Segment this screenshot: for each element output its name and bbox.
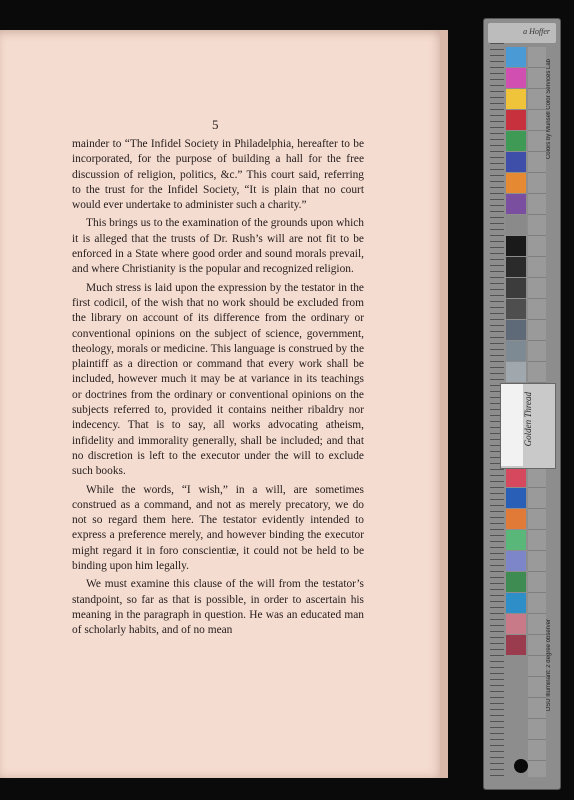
color-swatch [506, 215, 526, 235]
target-side-text: Colors by Munsell Color Services Lab [546, 59, 552, 160]
color-swatch [506, 467, 526, 487]
paragraph: Much stress is laid upon the expression by the testator in the first codicil, of the wish that no work should be excluded from the library on account of its difference from the ordinary or conventional opinions on the subject of science, government, theology, morals or medicine. This language is construed by the plaintiff as a direction or command that every work shall be included, however much it may be at variance in its teachings or doctrines from the ordinary or conventional opinions on the subjects referred to, provided it contains neither ribaldry nor indecency. That is to say, all works advocating atheism, infidelity and immorality generally, shall be included; and that no discretion is left to the executor under the will to exclude such books. [72, 281, 364, 478]
color-swatch [506, 362, 526, 382]
paragraph: This brings us to the examination of the grounds upon which it is alleged that the trusts of Dr. Rush’s will are not fit to be enforced in a State where good order and sound morals prevail, and where Christianity is the popular and recognized religion. [72, 217, 364, 276]
color-swatch [506, 551, 526, 571]
color-swatch [506, 131, 526, 151]
color-swatch [506, 278, 526, 298]
color-swatch [506, 320, 526, 340]
color-swatch [506, 68, 526, 88]
color-swatch [506, 89, 526, 109]
brand-text: Golden Thread [523, 392, 533, 447]
target-side-text: DSU Illuminant: 2 degree observer [546, 619, 552, 712]
target-header-text: a Hoffer [523, 27, 550, 36]
color-swatch [506, 236, 526, 256]
barcode-logo [501, 384, 523, 466]
color-swatch [506, 194, 526, 214]
target-header [488, 23, 556, 43]
color-swatch [506, 47, 526, 67]
color-swatch [506, 509, 526, 529]
color-swatch [506, 635, 526, 655]
color-calibration-target [483, 18, 561, 790]
color-swatch [506, 299, 526, 319]
color-swatch [506, 488, 526, 508]
color-swatch [506, 572, 526, 592]
color-swatch [506, 257, 526, 277]
page-edge [440, 30, 448, 778]
color-swatch [506, 152, 526, 172]
color-swatch [506, 173, 526, 193]
color-swatches [506, 47, 526, 656]
paragraph: While the words, “I wish,” in a will, are sometimes construed as a command, and not as merely precatory, we do not so regard them here. The testator evidently intended to express a preference merely, and however binding the executor might regard it in foro conscientiæ, it could not be held to be binding upon him legally. [72, 483, 364, 573]
color-swatch [506, 614, 526, 634]
paragraph: mainder to “The Infidel Society in Philadelphia, hereafter to be incorporated, for the purpose of building a hall for the free discussion of religion, politics, &c.” This court said, referring to the trust for the Infidel Society, “It is plain that no court would ever undertake to administer such a charity.” [72, 138, 364, 212]
page-number: 5 [212, 117, 219, 132]
punch-hole [514, 759, 528, 773]
paragraph: We must examine this clause of the will from the testator’s standpoint, so far as that is possible, in order to ascertain his meaning in the paragraph in question. He was an educated man of scholarly habits, and of no mean [72, 578, 364, 637]
color-swatch [506, 110, 526, 130]
color-swatch [506, 593, 526, 613]
color-swatch [506, 530, 526, 550]
body-text [72, 137, 364, 642]
color-swatch [506, 341, 526, 361]
golden-thread-label [500, 383, 556, 469]
